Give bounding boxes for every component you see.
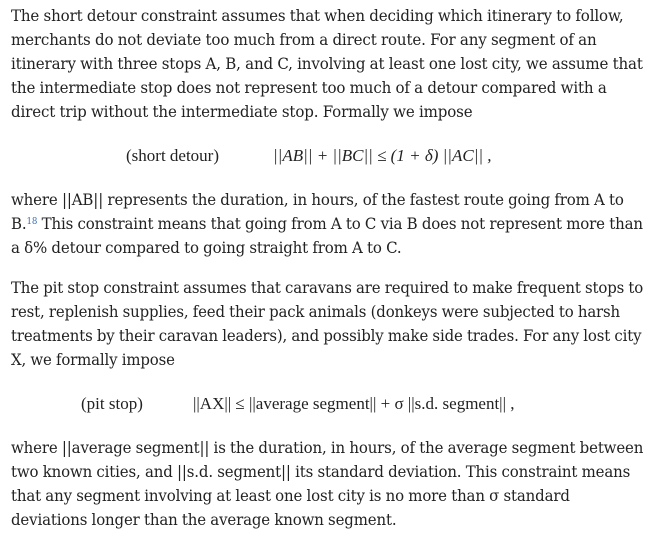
text-line: deviations longer than the average known segment.: [11, 511, 397, 529]
text-line: itinerary with three stops A, B, and C, involving at least one lost city, we assume that: [11, 55, 643, 73]
text-line: The short detour constraint assumes that when deciding which itinerary to follow,: [11, 7, 624, 25]
equation-body: ||AB|| + ||BC|| ≤ (1 + δ) ||AC|| ,: [273, 146, 492, 165]
text-line: rest, replenish supplies, feed their pack animals (donkeys were subjected to harsh: [11, 303, 621, 321]
text-line: direct trip without the intermediate stop. Formally we impose: [11, 103, 473, 121]
equation-body: ||AX|| ≤ ||average segment|| + σ ||s.d. segment|| ,: [193, 394, 515, 413]
text-line: The pit stop constraint assumes that caravans are required to make frequent stops to: [11, 279, 644, 297]
paragraph-short-detour-intro: [11, 4, 651, 124]
paragraph-pit-stop-explanation: [11, 436, 651, 532]
paragraph-pit-stop-intro: [11, 276, 651, 372]
paragraph-short-detour-explanation: [11, 188, 651, 260]
equation-tag: (pit stop): [81, 394, 143, 413]
text-line: two known cities, and ||s.d. segment|| its standard deviation. This constraint means: [11, 463, 631, 481]
text-line: the intermediate stop does not represent too much of a detour compared with a: [11, 79, 607, 97]
text-line: where ||AB|| represents the duration, in hours, of the fastest route going from A to: [11, 191, 624, 209]
text-line: that any segment involving at least one lost city is no more than σ standard: [11, 487, 570, 505]
equation-tag: (short detour): [126, 146, 220, 165]
text-line: [11, 212, 643, 236]
footnote-link[interactable]: 18: [26, 217, 38, 227]
text-fragment: This constraint means that going from A to C via B does not represent more than: [37, 215, 643, 233]
text-line: X, we formally impose: [11, 351, 175, 369]
text-line: treatments by their caravan leaders), and possibly make side trades. For any lost city: [11, 327, 642, 345]
text-fragment: B.: [11, 215, 27, 233]
equation-short-detour: [126, 146, 546, 172]
text-line: a δ% detour compared to going straight from A to C.: [11, 239, 402, 257]
text-line: merchants do not deviate too much from a direct route. For any segment of an: [11, 31, 597, 49]
equation-pit-stop: [81, 394, 601, 420]
text-line: where ||average segment|| is the duration, in hours, of the average segment between: [11, 439, 644, 457]
